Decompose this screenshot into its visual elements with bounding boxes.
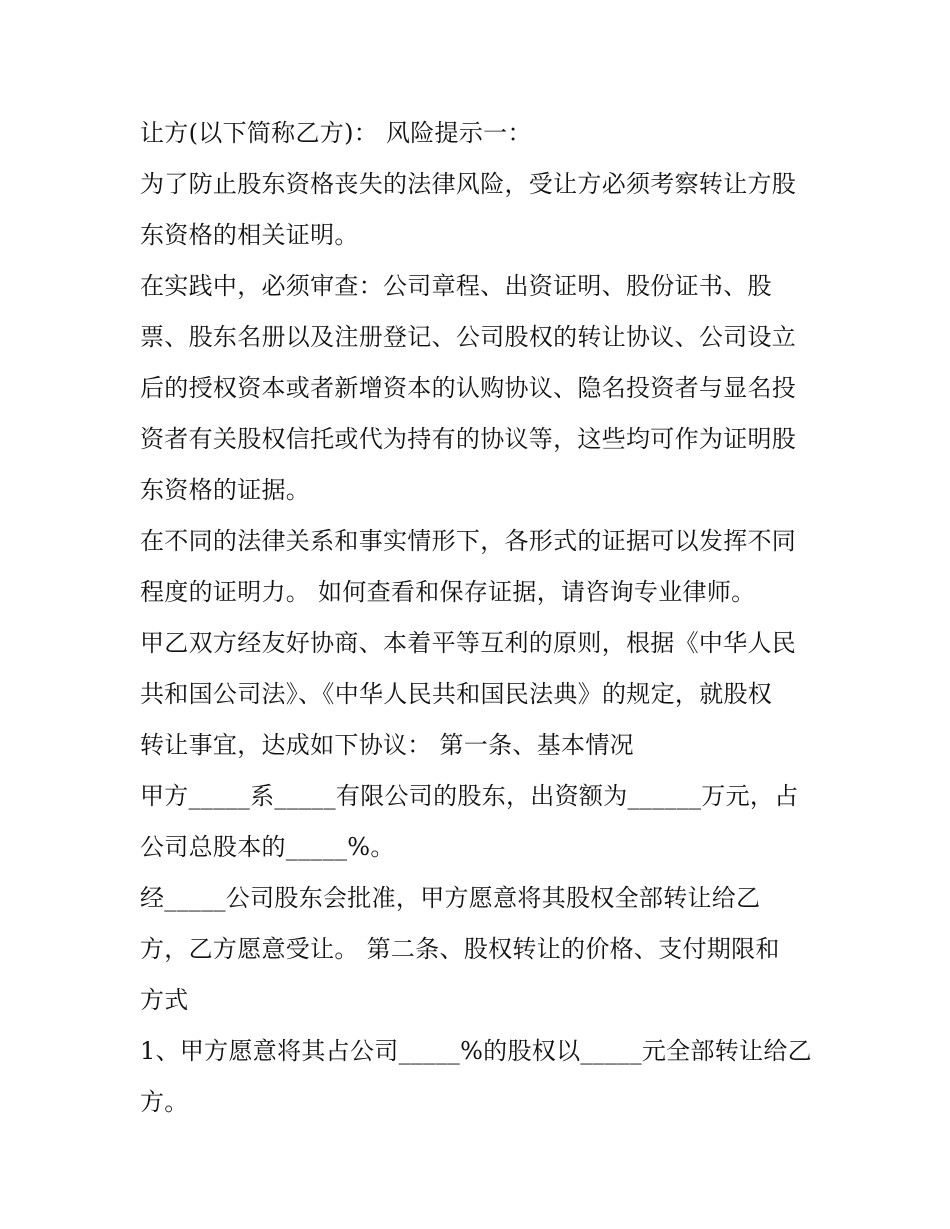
text-line: 转让事宜，达成如下协议： 第一条、基本情况 [140, 731, 634, 759]
text-line: 东资格的相关证明。 [140, 221, 359, 249]
text-line: 方式 [140, 986, 189, 1014]
text-line: 为了防止股东资格丧失的法律风险，受让方必须考察转让方股 [140, 170, 797, 198]
text-line: 公司总股本的_____%。 [140, 833, 395, 861]
text-line: 在不同的法律关系和事实情形下，各形式的证据可以发挥不同 [140, 527, 797, 555]
text-line: 经_____公司股东会批准，甲方愿意将其股权全部转让给乙 [140, 884, 761, 912]
document-body [140, 108, 820, 1128]
text-line: 东资格的证据。 [140, 476, 311, 504]
text-line: 票、股东名册以及注册登记、公司股权的转让协议、公司设立 [140, 323, 797, 351]
text-line: 方，乙方愿意受让。 第二条、股权转让的价格、支付期限和 [140, 935, 780, 963]
text-line: 1、甲方愿意将其占公司_____%的股权以_____元全部转让给乙 [140, 1037, 812, 1065]
text-line: 甲乙双方经友好协商、本着平等互利的原则，根据《中华人民 [140, 629, 797, 657]
text-line: 共和国公司法》、《中华人民共和国民法典》的规定，就股权 [140, 680, 773, 708]
text-line: 在实践中，必须审查：公司章程、出资证明、股份证书、股 [140, 272, 772, 300]
text-line: 甲方_____系_____有限公司的股东，出资额为______万元，占 [140, 782, 799, 810]
text-line: 资者有关股权信托或代为持有的协议等，这些均可作为证明股 [140, 425, 797, 453]
text-line: 让方(以下简称乙方)： 风险提示一： [140, 119, 532, 147]
text-line: 方。 [140, 1088, 189, 1116]
text-line: 后的授权资本或者新增资本的认购协议、隐名投资者与显名投 [140, 374, 797, 402]
text-line: 程度的证明力。 如何查看和保存证据，请咨询专业律师。 [140, 578, 756, 606]
